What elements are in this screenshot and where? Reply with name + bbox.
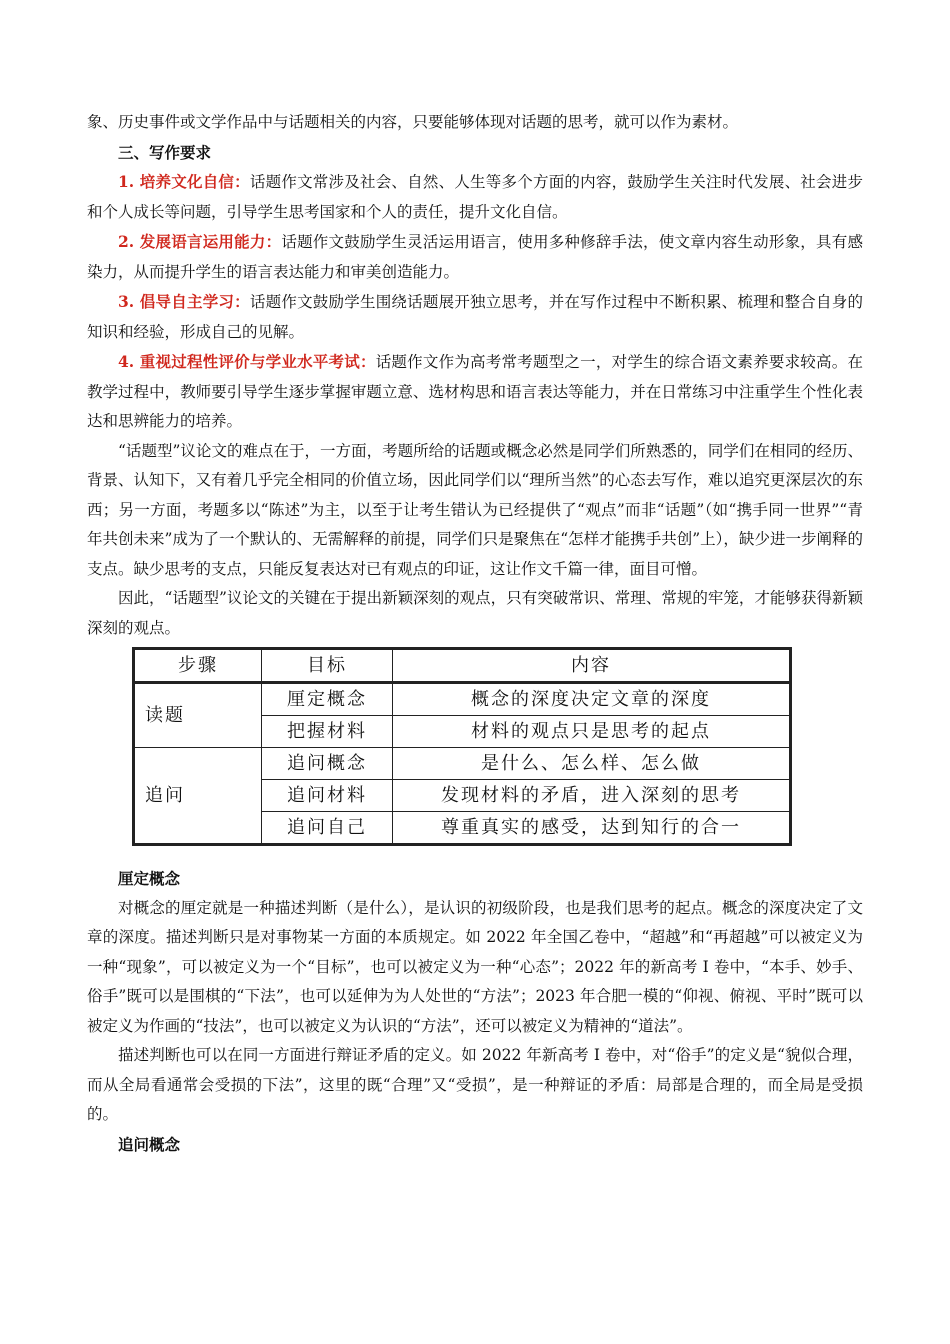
requirement-2-label: 2. 发展语言运用能力： (118, 232, 282, 251)
paragraph-define-2: 描述判断也可以在同一方面进行辩证矛盾的定义。如 2022 年新高考 I 卷中，对“俗手”的定义是“貌似合理，而从全局看通常会受损的下法”，这里的既“合理”又“受损”，是一种辩证的矛盾：局部是合理的，而全局是受损的。 (87, 1046, 863, 1123)
goal-cell: 厘定概念 (262, 683, 393, 716)
content-cell: 尊重真实的感受，达到知行的合一 (393, 812, 791, 845)
paragraph-key: 因此，“话题型”议论文的关键在于提出新颖深刻的观点，只有突破常识、常理、常规的牢笼，才能够获得新颖深刻的观点。 (87, 589, 863, 637)
requirement-1-text: 话题作文常涉及社会、自然、人生等多个方面的内容，鼓励学生关注时代发展、社会进步和个人成长等问题，引导学生思考国家和个人的责任，提升文化自信。 (87, 173, 863, 221)
content-cell: 概念的深度决定文章的深度 (393, 683, 791, 716)
steps-table (132, 647, 792, 846)
goal-cell: 追问材料 (262, 780, 393, 812)
section-heading-requirements: 三、写作要求 (118, 142, 212, 162)
content-cell: 是什么、怎么样、怎么做 (393, 748, 791, 780)
paragraph-continued: 象、历史事件或文学作品中与话题相关的内容，只要能够体现对话题的思考，就可以作为素材。 (87, 113, 739, 131)
step-cell-question: 追问 (134, 748, 262, 845)
requirement-3-label: 3. 倡导自主学习： (118, 292, 250, 311)
goal-cell: 追问概念 (262, 748, 393, 780)
header-goal: 目标 (262, 649, 393, 683)
header-content: 内容 (393, 649, 791, 683)
goal-cell: 把握材料 (262, 716, 393, 748)
paragraph-define-1: 对概念的厘定就是一种描述判断（是什么），是认识的初级阶段，也是我们思考的起点。概念的深度决定了文章的深度。描述判断只是对事物某一方面的本质规定。如 2022 年全国乙卷中，“超越”和“再超越”可以被定义为一种“现象”，可以被定义为一个“目标”，也可以被定义为一种“心态”；2022 年的新高考 I 卷中，“本手、妙手、俗手”既可以是围棋的“下法”，也可以延伸为为人处世的“方法”；2023 年合肥一模的“仰视、俯视、平时”既可以被定义为作画的“技法”，也可以被定义为认识的“方法”，还可以被定义为精神的“道法”。 (87, 898, 863, 1035)
requirement-3 (87, 287, 863, 347)
section-heading-define: 厘定概念 (118, 869, 181, 888)
requirement-4 (87, 347, 863, 437)
table-row (134, 748, 791, 780)
requirement-3-text: 话题作文鼓励学生围绕话题展开独立思考，并在写作过程中不断积累、梳理和整合自身的知识和经验，形成自己的见解。 (87, 293, 863, 341)
requirement-4-label: 4. 重视过程性评价与学业水平考试： (118, 352, 376, 371)
table-header-row (134, 649, 791, 683)
requirement-2 (87, 227, 863, 287)
header-step: 步骤 (134, 649, 262, 683)
requirement-4-text: 话题作文作为高考常考题型之一，对学生的综合语文素养要求较高。在教学过程中，教师要引导学生逐步掌握审题立意、选材构思和语言表达等能力，并在日常练习中注重学生个性化表达和思辨能力的培养。 (87, 353, 863, 430)
section-heading-question: 追问概念 (118, 1134, 181, 1154)
content-cell: 材料的观点只是思考的起点 (393, 716, 791, 748)
paragraph-difficulty: “话题型”议论文的难点在于，一方面，考题所给的话题或概念必然是同学们所熟悉的，同学们在相同的经历、背景、认知下，又有着几乎完全相同的价值立场，因此同学们以“理所当然”的心态去写作，难以追究更深层次的东西；另一方面，考题多以“陈述”为主，以至于让考生错认为已经提供了“观点”而非“话题”（如“携手同一世界”“青年共创未来”成为了一个默认的、无需解释的前提，同学们只是聚焦在“怎样才能携手共创”上），缺少进一步阐释的支点。缺少思考的支点，只能反复表达对已有观点的印证，这让作文千篇一律，面目可憎。 (87, 441, 863, 578)
document-page (87, 108, 863, 1159)
table-row (134, 683, 791, 716)
content-cell: 发现材料的矛盾，进入深刻的思考 (393, 780, 791, 812)
step-cell-read: 读题 (134, 683, 262, 748)
goal-cell: 追问自己 (262, 812, 393, 845)
requirement-2-text: 话题作文鼓励学生灵活运用语言，使用多种修辞手法，使文章内容生动形象，具有感染力，从而提升学生的语言表达能力和审美创造能力。 (87, 233, 863, 281)
steps-table-wrapper (132, 647, 792, 846)
requirement-1-label: 1. 培养文化自信： (118, 172, 250, 191)
requirement-1 (87, 167, 863, 227)
